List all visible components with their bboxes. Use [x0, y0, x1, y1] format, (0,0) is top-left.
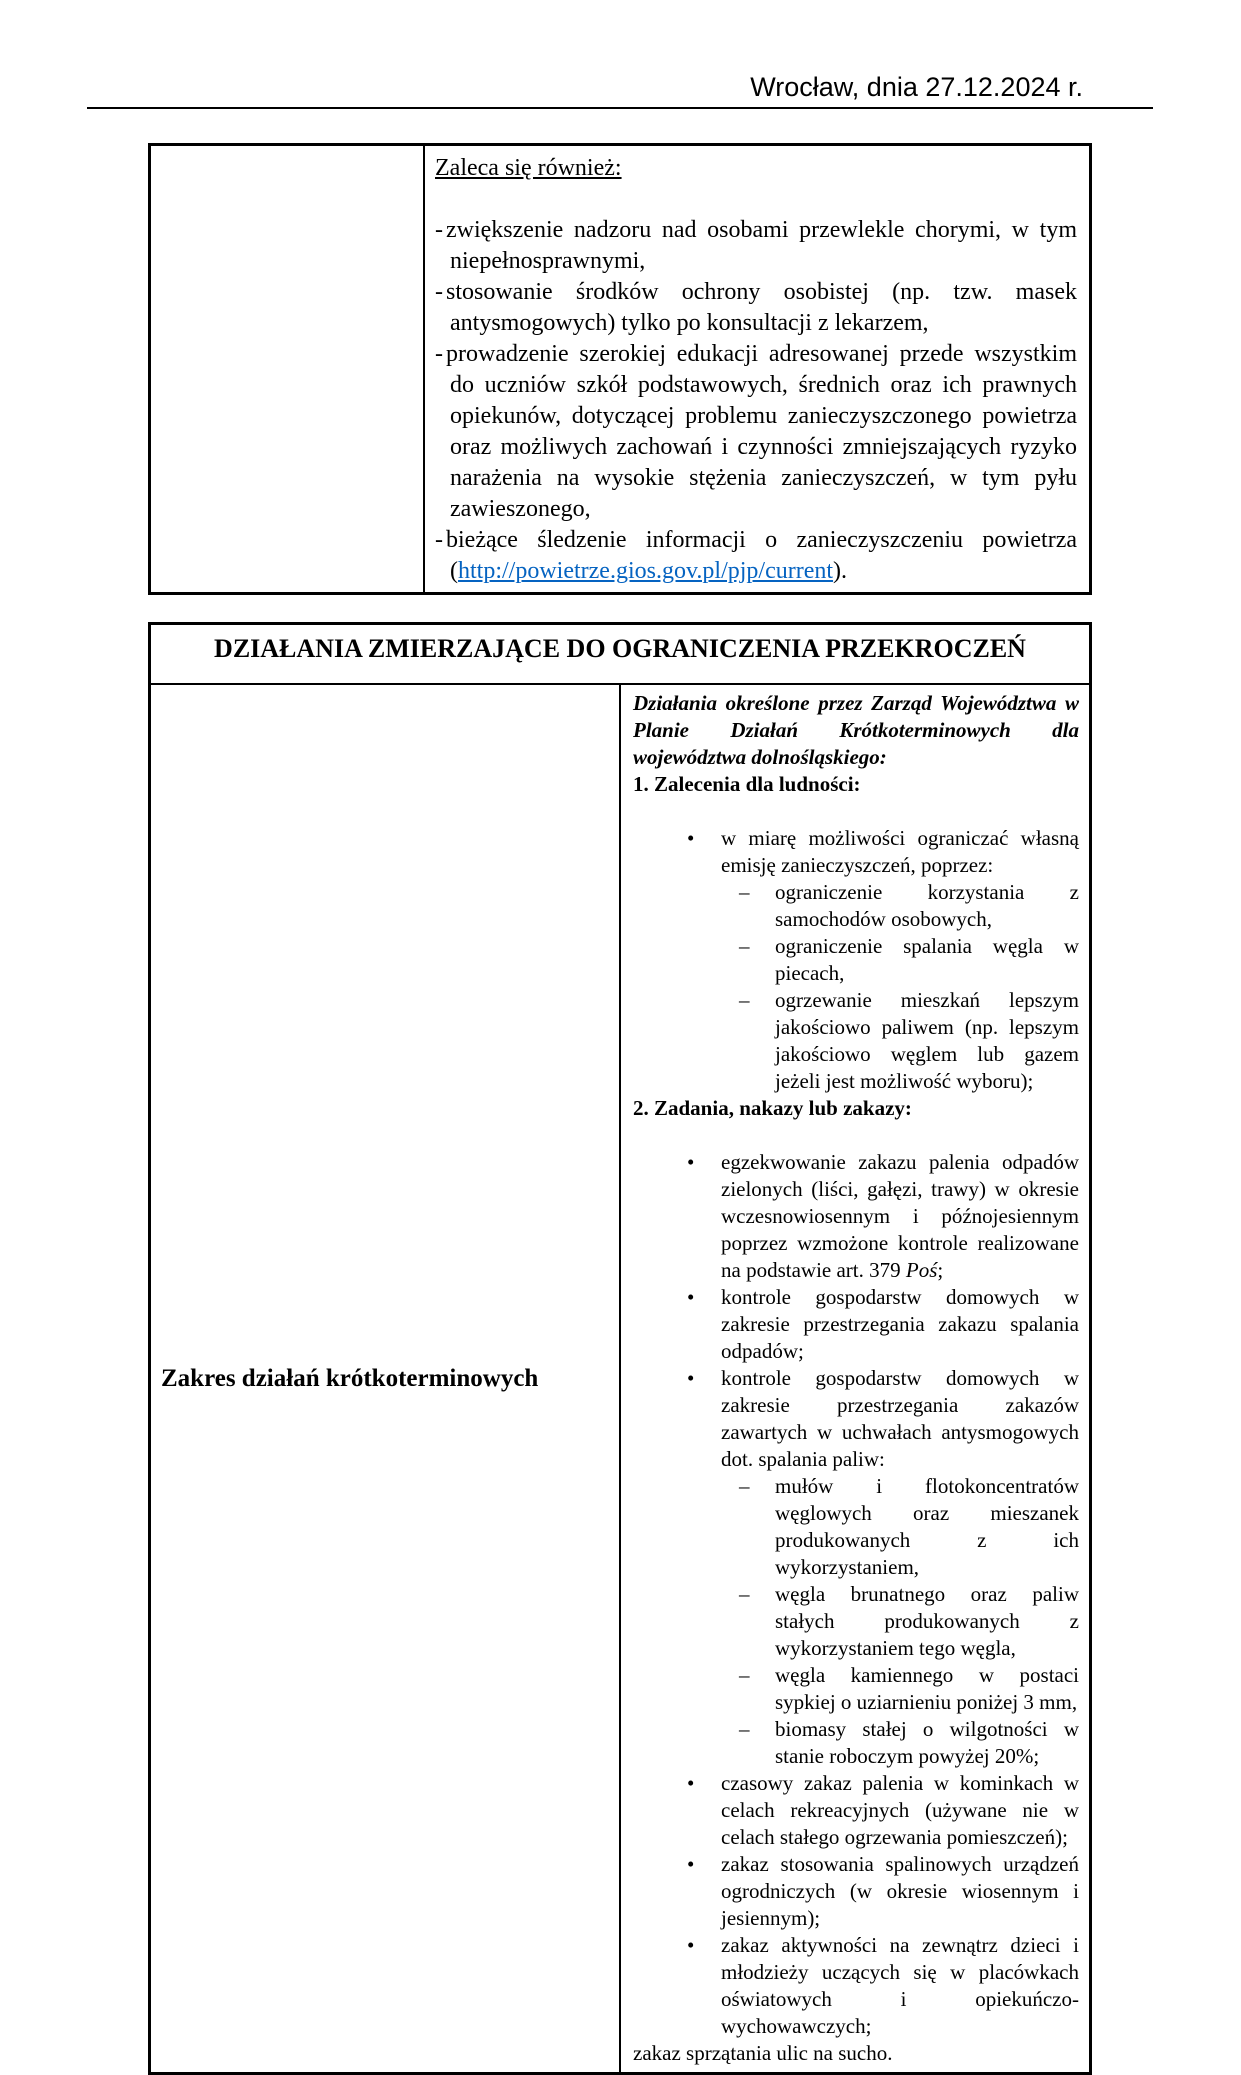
recommendations-heading: Zaleca się również:	[435, 155, 622, 181]
actions-table-title: DZIAŁANIA ZMIERZAJĄCE DO OGRANICZENIA PRZEKROCZEŃ	[150, 624, 1091, 685]
actions-content-cell	[620, 684, 1091, 2074]
dash-item	[633, 1716, 1079, 1770]
bullet-marker: •	[687, 1852, 695, 1876]
item-text: w miarę możliwości ograniczać własną emisję zanieczyszczeń, poprzez:	[721, 826, 1079, 877]
table-row	[150, 624, 1091, 685]
heading-text: 1. Zalecenia dla ludności:	[633, 772, 861, 796]
bullet-item	[633, 1932, 1079, 2040]
bullet-item	[633, 1149, 1079, 1284]
dash-marker: –	[739, 988, 750, 1012]
dash-marker: –	[739, 1474, 750, 1498]
item-text-after: ).	[833, 558, 848, 584]
plain-line	[633, 2040, 1079, 2067]
hyphen-marker: -	[435, 279, 443, 305]
hyphen-marker: -	[435, 341, 443, 367]
item-text: egzekwowanie zakazu palenia odpadów zielonych (liści, gałęzi, trawy) w okresie wczesnowiosennym i późnojesiennym poprzez wzmożone kontrole realizowane na podstawie art. 379	[721, 1150, 1079, 1282]
item-text: prowadzenie szerokiej edukacji adresowanej przede wszystkim do uczniów szkół podstawowych, średnich oraz ich prawnych opiekunów, dotyczącej problemu zanieczyszczonego powietrza oraz możliwych zachowań i czynności zmniejszających ryzyko narażenia na wysokie stężenia zanieczyszczeń, w tym pyłu zawieszonego,	[446, 341, 1077, 522]
hyphen-marker: -	[435, 527, 443, 553]
item-text: kontrole gospodarstw domowych w zakresie przestrzegania zakazów zawartych w uchwałach antysmogowych dot. spalania paliw:	[721, 1366, 1079, 1471]
item-text: czasowy zakaz palenia w kominkach w celach rekreacyjnych (używane nie w celach stałego ogrzewania pomieszczeń);	[721, 1771, 1079, 1849]
dash-item	[633, 1581, 1079, 1662]
air-quality-link[interactable]: http://powietrze.gios.gov.pl/pjp/current	[458, 558, 834, 584]
bullet-marker: •	[687, 826, 695, 850]
recommendation-item	[435, 339, 1077, 525]
item-text: biomasy stałej o wilgotności w stanie roboczym powyżej 20%;	[775, 1717, 1079, 1768]
blank-line	[633, 1122, 1079, 1149]
recommendations-empty-cell	[150, 145, 425, 594]
recommendation-item	[435, 215, 1077, 277]
bullet-marker: •	[687, 1933, 695, 1957]
bullet-marker: •	[687, 1771, 695, 1795]
dash-item	[633, 987, 1079, 1095]
dash-marker: –	[739, 1663, 750, 1687]
dash-item	[633, 1473, 1079, 1581]
item-text: ograniczenie spalania węgla w piecach,	[775, 934, 1079, 985]
recommendations-table	[148, 143, 1092, 595]
section-heading	[633, 1095, 1079, 1122]
hyphen-marker: -	[435, 217, 443, 243]
bullet-marker: •	[687, 1150, 695, 1174]
dash-marker: –	[739, 1717, 750, 1741]
item-text: kontrole gospodarstw domowych w zakresie przestrzegania zakazu spalania odpadów;	[721, 1285, 1079, 1363]
recommendations-content-cell	[424, 145, 1091, 594]
dash-marker: –	[739, 880, 750, 904]
italic-term: Poś	[905, 1258, 938, 1282]
recommendations-list	[435, 215, 1077, 587]
actions-table	[148, 622, 1092, 2075]
table-row	[150, 684, 1091, 2074]
actions-row-label: Zakres działań krótkoterminowych	[150, 684, 621, 2074]
table-row	[150, 145, 1091, 594]
dash-marker: –	[739, 934, 750, 958]
blank-line	[633, 798, 1079, 825]
item-text: bieżące śledzenie informacji o zanieczyszczeniu powietrza (	[446, 527, 1077, 584]
intro-paragraph	[633, 690, 1079, 771]
bullet-item	[633, 1284, 1079, 1365]
bullet-marker: •	[687, 1366, 695, 1390]
item-text: stosowanie środków ochrony osobistej (np. tzw. masek antysmogowych) tylko po konsultacji z lekarzem,	[446, 279, 1077, 336]
dash-item	[633, 1662, 1079, 1716]
dash-item	[633, 879, 1079, 933]
item-text: zakaz aktywności na zewnątrz dzieci i młodzieży uczących się w placówkach oświatowych i opiekuńczo-wychowawczych;	[721, 1933, 1079, 2038]
section-heading	[633, 771, 1079, 798]
intro-text: Działania określone przez Zarząd Województwa w Planie Działań Krótkoterminowych dla województwa dolnośląskiego:	[633, 691, 1079, 769]
item-text: ogrzewanie mieszkań lepszym jakościowo paliwem (np. lepszym jakościowo węglem lub gazem jeżeli jest możliwość wyboru);	[775, 988, 1079, 1093]
recommendation-item	[435, 525, 1077, 587]
item-text: zakaz sprzątania ulic na sucho.	[633, 2041, 893, 2065]
item-text-after: ;	[937, 1258, 944, 1282]
item-text: mułów i flotokoncentratów węglowych oraz mieszanek produkowanych z ich wykorzystaniem,	[775, 1474, 1079, 1579]
bullet-item	[633, 825, 1079, 879]
dash-marker: –	[739, 1582, 750, 1606]
bullet-marker: •	[687, 1285, 695, 1309]
bullet-item	[633, 1365, 1079, 1473]
item-text: ograniczenie korzystania z samochodów osobowych,	[775, 880, 1079, 931]
item-text: węgla brunatnego oraz paliw stałych produkowanych z wykorzystaniem tego węgla,	[775, 1582, 1079, 1660]
blank-line	[435, 184, 1077, 215]
item-text: zakaz stosowania spalinowych urządzeń ogrodniczych (w okresie wiosennym i jesiennym);	[721, 1852, 1079, 1930]
header-rule	[87, 107, 1153, 109]
item-text: zwiększenie nadzoru nad osobami przewlekle chorymi, w tym niepełnosprawnymi,	[446, 217, 1077, 274]
dash-item	[633, 933, 1079, 987]
bullet-item	[633, 1851, 1079, 1932]
heading-text: 2. Zadania, nakazy lub zakazy:	[633, 1096, 912, 1120]
recommendation-item	[435, 277, 1077, 339]
item-text: węgla kamiennego w postaci sypkiej o uziarnieniu poniżej 3 mm,	[775, 1663, 1079, 1714]
bullet-item	[633, 1770, 1079, 1851]
date-line: Wrocław, dnia 27.12.2024 r.	[750, 72, 1083, 102]
